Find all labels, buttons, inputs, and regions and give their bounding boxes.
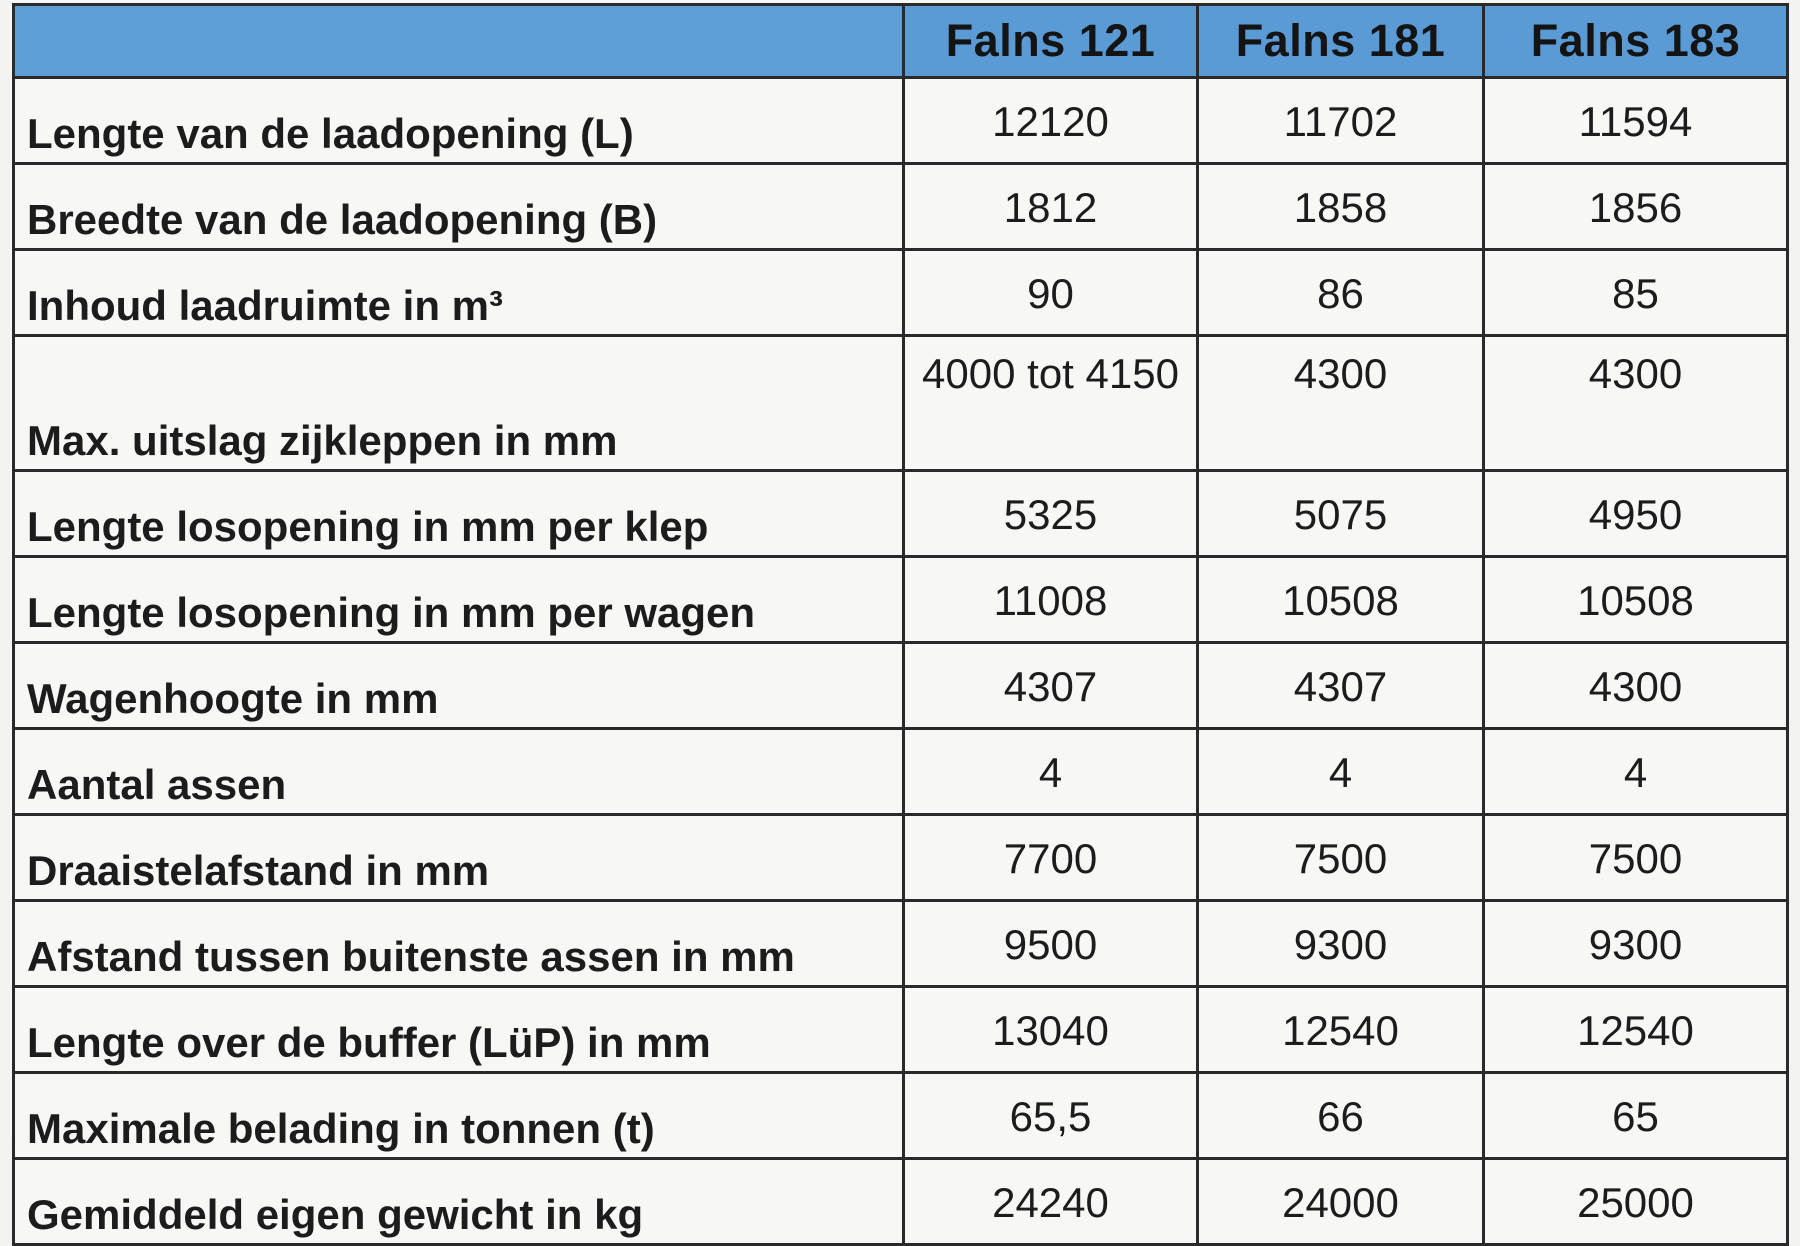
cell-value: 1858 bbox=[1198, 164, 1484, 250]
cell-value: 4307 bbox=[904, 643, 1198, 729]
table-row bbox=[14, 815, 1788, 901]
cell-value: 4950 bbox=[1484, 471, 1788, 557]
cell-value: 11008 bbox=[904, 557, 1198, 643]
row-label: Wagenhoogte in mm bbox=[14, 643, 904, 729]
cell-value: 85 bbox=[1484, 250, 1788, 336]
table-row bbox=[14, 336, 1788, 471]
cell-value: 7500 bbox=[1198, 815, 1484, 901]
table-row bbox=[14, 78, 1788, 164]
row-label: Aantal assen bbox=[14, 729, 904, 815]
cell-value: 4307 bbox=[1198, 643, 1484, 729]
row-label: Lengte over de buffer (LüP) in mm bbox=[14, 987, 904, 1073]
cell-value: 65 bbox=[1484, 1073, 1788, 1159]
row-label: Lengte van de laadopening (L) bbox=[14, 78, 904, 164]
table-row bbox=[14, 901, 1788, 987]
cell-value: 65,5 bbox=[904, 1073, 1198, 1159]
cell-value: 9300 bbox=[1484, 901, 1788, 987]
cell-value: 4 bbox=[1484, 729, 1788, 815]
cell-value: 90 bbox=[904, 250, 1198, 336]
table-row bbox=[14, 643, 1788, 729]
row-label: Max. uitslag zijkleppen in mm bbox=[14, 336, 904, 471]
row-label: Breedte van de laadopening (B) bbox=[14, 164, 904, 250]
cell-value: 10508 bbox=[1484, 557, 1788, 643]
cell-value: 4300 bbox=[1484, 336, 1788, 471]
table-row bbox=[14, 250, 1788, 336]
table-row bbox=[14, 729, 1788, 815]
cell-value: 12120 bbox=[904, 78, 1198, 164]
cell-value: 12540 bbox=[1198, 987, 1484, 1073]
cell-value: 1812 bbox=[904, 164, 1198, 250]
specifications-table bbox=[12, 3, 1789, 1246]
cell-value: 1856 bbox=[1484, 164, 1788, 250]
table-row bbox=[14, 1159, 1788, 1245]
row-label: Afstand tussen buitenste assen in mm bbox=[14, 901, 904, 987]
row-label: Maximale belading in tonnen (t) bbox=[14, 1073, 904, 1159]
table-row bbox=[14, 1073, 1788, 1159]
cell-value: 9300 bbox=[1198, 901, 1484, 987]
cell-value: 10508 bbox=[1198, 557, 1484, 643]
table-row bbox=[14, 557, 1788, 643]
cell-value: 86 bbox=[1198, 250, 1484, 336]
row-label: Lengte losopening in mm per wagen bbox=[14, 557, 904, 643]
cell-value: 66 bbox=[1198, 1073, 1484, 1159]
cell-value: 4000 tot 4150 bbox=[904, 336, 1198, 471]
cell-value: 24240 bbox=[904, 1159, 1198, 1245]
cell-value: 11702 bbox=[1198, 78, 1484, 164]
cell-value: 5325 bbox=[904, 471, 1198, 557]
header-falns-183: Falns 183 bbox=[1484, 5, 1788, 78]
cell-value: 11594 bbox=[1484, 78, 1788, 164]
cell-value: 12540 bbox=[1484, 987, 1788, 1073]
cell-value: 7700 bbox=[904, 815, 1198, 901]
cell-value: 4300 bbox=[1484, 643, 1788, 729]
cell-value: 24000 bbox=[1198, 1159, 1484, 1245]
header-falns-121: Falns 121 bbox=[904, 5, 1198, 78]
table-row bbox=[14, 164, 1788, 250]
cell-value: 7500 bbox=[1484, 815, 1788, 901]
header-blank-cell bbox=[14, 5, 904, 78]
row-label: Inhoud laadruimte in m³ bbox=[14, 250, 904, 336]
cell-value: 5075 bbox=[1198, 471, 1484, 557]
cell-value: 4 bbox=[1198, 729, 1484, 815]
cell-value: 13040 bbox=[904, 987, 1198, 1073]
header-falns-181: Falns 181 bbox=[1198, 5, 1484, 78]
row-label: Gemiddeld eigen gewicht in kg bbox=[14, 1159, 904, 1245]
table-row bbox=[14, 987, 1788, 1073]
row-label: Draaistelafstand in mm bbox=[14, 815, 904, 901]
cell-value: 4 bbox=[904, 729, 1198, 815]
cell-value: 9500 bbox=[904, 901, 1198, 987]
row-label: Lengte losopening in mm per klep bbox=[14, 471, 904, 557]
cell-value: 4300 bbox=[1198, 336, 1484, 471]
header-row bbox=[14, 5, 1788, 78]
cell-value: 25000 bbox=[1484, 1159, 1788, 1245]
table-row bbox=[14, 471, 1788, 557]
